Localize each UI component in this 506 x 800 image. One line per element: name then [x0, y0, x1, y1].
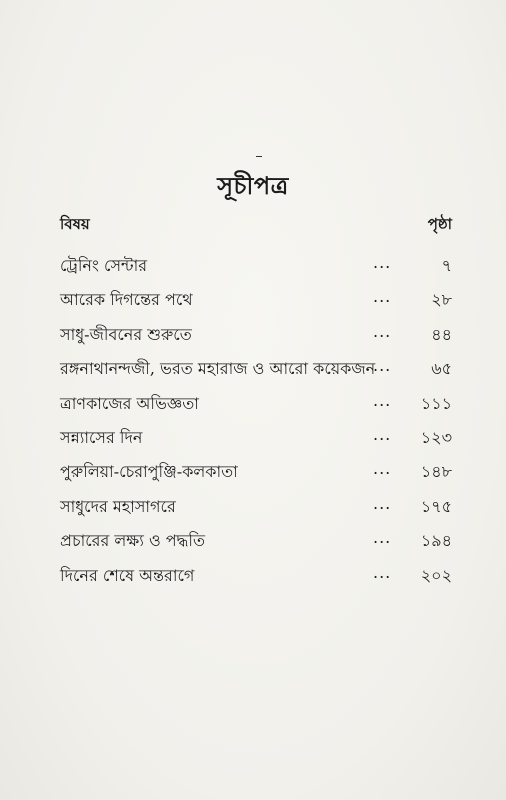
toc-entry-title: দিনের শেষে অন্তরাগে	[60, 565, 195, 585]
page-column-header: পৃষ্ঠা	[427, 215, 452, 233]
toc-header	[60, 213, 452, 237]
toc-leader-dots: ...	[373, 562, 392, 582]
toc-leader-dots: ...	[373, 321, 392, 341]
ink-mark	[256, 156, 262, 157]
toc-leader-dots: ...	[373, 287, 392, 307]
toc-page-number: ৬৫	[431, 359, 452, 379]
toc-entry-title: ট্রেনিং সেন্টার	[60, 256, 148, 275]
toc-leader-dots: ...	[373, 493, 392, 513]
toc-page-number: ৭	[441, 256, 452, 275]
toc-leader-dots: ...	[373, 528, 392, 548]
toc-row	[60, 494, 452, 528]
toc-entry-title: সন্ন্যাসের দিন	[60, 427, 143, 447]
toc-row	[60, 459, 452, 493]
toc-row	[60, 391, 452, 425]
toc-leader-dots: ...	[373, 459, 392, 479]
toc-page-number: ১১১	[420, 393, 452, 413]
page-title: সূচীপত্র	[217, 171, 289, 200]
toc-page-number: ১২৩	[420, 427, 452, 447]
toc-entry-title: পুরুলিয়া-চেরাপুঞ্জি-কলকাতা	[60, 462, 238, 482]
toc-page-number: ১৭৫	[420, 496, 452, 516]
toc-entry-title: সাধুদের মহাসাগরে	[60, 496, 176, 516]
toc-row	[60, 425, 452, 459]
toc-entry-title: আরেক দিগন্তের পথে	[60, 290, 193, 310]
toc-page-number: ২৮	[431, 290, 452, 310]
toc-row	[60, 528, 452, 562]
toc-entry-title: ত্রাণকাজের অভিজ্ঞতা	[60, 393, 199, 413]
toc-row	[60, 356, 452, 390]
toc-entry-title: প্রচারের লক্ষ্য ও পদ্ধতি	[60, 531, 205, 551]
toc-page-number: ৪৪	[431, 324, 452, 344]
toc-row	[60, 287, 452, 321]
toc-leader-dots: ...	[373, 424, 392, 444]
toc-row	[60, 253, 452, 287]
toc-leader-dots: ...	[373, 253, 392, 272]
subject-column-header: বিষয়	[60, 215, 90, 233]
toc-entry-title: সাধু-জীবনের শুরুতে	[60, 324, 192, 344]
toc-leader-dots: ...	[373, 390, 392, 410]
toc-leader-dots: ...	[373, 356, 392, 376]
toc-page-number: ১৪৮	[420, 462, 452, 482]
toc-page-number: ২০২	[420, 565, 452, 585]
toc-page-number: ১৯৪	[420, 531, 452, 551]
toc-entry-title: রঙ্গনাথানন্দজী, ভরত মহারাজ ও আরো কয়েকজন	[60, 359, 376, 379]
table-of-contents	[60, 253, 452, 597]
toc-row	[60, 563, 452, 597]
toc-row	[60, 322, 452, 356]
